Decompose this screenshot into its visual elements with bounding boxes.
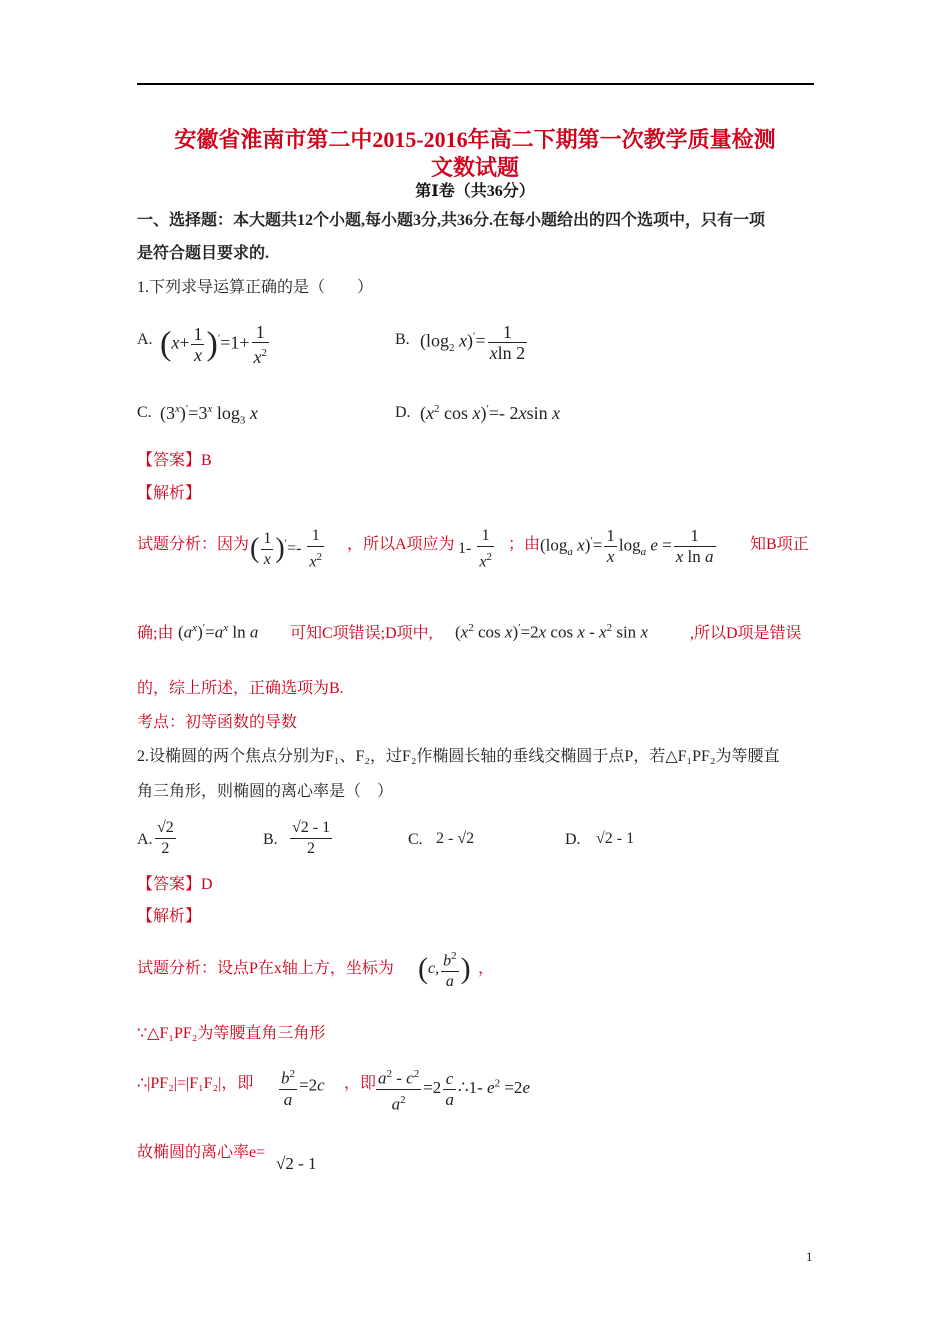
q1-analysis-formula-2: 1- $\frac{1}{x^2}$ [458, 527, 492, 571]
q1-analysis-text-1: 试题分析：因为 [137, 536, 250, 553]
q1-analysis-text-7: ,所以D项是错误 [690, 625, 802, 642]
q2-answer: 【答案】D [137, 876, 213, 893]
q1-analysis-formula-4: $(a^x)'=a^x$ ln a [178, 622, 259, 642]
q2-analysis-label: 【解析】 [137, 908, 202, 925]
header-rule [137, 83, 814, 85]
q1-analysis-text-4: 知B项正 [750, 536, 809, 553]
q2-analysis-text-3: ∴|PF₂|=|F₁F₂|，即 [137, 1075, 254, 1092]
q1-analysis-text-6: 可知C项错误;D项中, [290, 625, 433, 642]
q1-analysis-formula-3: ($\log_a$ x)′= $\frac{1}{x}$ $\log_a e$ = $\frac{1}{\text{x ln a}}$ [540, 526, 714, 566]
q2-analysis-text-5: 故椭圆的离心率e= [137, 1144, 266, 1161]
q1-analysis-conclusion: 的，综上所述，正确选项为B. [137, 680, 344, 697]
q1-option-d-formula: ($x^2$ cos x)′=- 2xsin x [420, 403, 561, 423]
q1-kaodian: 考点：初等函数的导数 [137, 714, 298, 731]
q2-analysis-formula-3: $\frac{a^2 - c^2}{a^2}$ =2 $\frac{c}{a}$ ∴1- $e^2 =2e$ [374, 1064, 530, 1114]
q2-option-a-formula: $\frac{√2}{2}$ [157, 819, 174, 857]
q2-analysis-text-2: ∵△F₁PF₂为等腰直角三角形 [137, 1025, 326, 1042]
q2-analysis-text-1-end: ， [478, 960, 495, 977]
q1-answer: 【答案】B [137, 452, 212, 469]
q2-analysis-formula-1: (c, $\frac{b^2}{a}$ ) [418, 946, 471, 992]
q2-analysis-formula-4: √2 - 1 [276, 1154, 317, 1173]
q2-analysis-text-1: 试题分析：设点P在x轴上方，坐标为 [137, 960, 394, 977]
q1-option-b-formula: ($\log_2$ x)′= $\frac{1}{xln 2}$ [420, 322, 526, 363]
q2-analysis-text-4: ，即 [344, 1075, 377, 1092]
volume-heading: 第Ⅰ卷（共36分） [415, 183, 535, 200]
q2-stem-line2: 角三角形，则椭圆的离心率是（ ） [137, 783, 394, 800]
q1-analysis-formula-5: ($x^2$ cos x)′=2x cos x - $x^2$ sin x [455, 622, 648, 642]
q2-option-a-label: A. [137, 831, 153, 848]
q1-option-c-formula: $(3^x)'=3^x$ $\log_3 x$ [160, 403, 258, 427]
page-title: 安徽省淮南市第二中2015-2016年高二下期第一次教学质量检测 [174, 127, 776, 152]
page-subtitle: 文数试题 [430, 155, 519, 180]
q1-analysis-formula-1: ( $\frac{1}{x}$ )′=- $\frac{1}{x^2}$ [250, 527, 323, 571]
q2-option-c-label: C. [408, 831, 423, 848]
q1-option-a-label: A. [137, 331, 153, 348]
q2-option-b-label: B. [263, 831, 278, 848]
section-instructions-line1: 一、选择题：本大题共12个小题,每小题3分,共36分.在每小题给出的四个选项中，只有一项 [137, 212, 766, 229]
page-number: 1 [806, 1249, 813, 1264]
q1-option-a-formula: (x+ $\frac{1}{x}$ )′=1+ $\frac{1}{x^2}$ [160, 322, 268, 367]
q2-option-d-label: D. [565, 831, 581, 848]
q1-option-d-label: D. [395, 404, 411, 421]
q1-analysis-label: 【解析】 [137, 485, 202, 502]
q1-option-b-label: B. [395, 331, 410, 348]
section-instructions-line2: 是符合题目要求的. [137, 245, 270, 262]
q1-analysis-text-2: ，所以A项应为 [347, 536, 455, 553]
q2-analysis-formula-2: $\frac{b^2}{a}$ =2c [277, 1064, 325, 1110]
q1-option-c-label: C. [137, 404, 152, 421]
q2-option-c-formula: 2 - √2 [436, 830, 475, 847]
q2-stem-line1: 2.设椭圆的两个焦点分别为F₁、F₂，过F₂作椭圆长轴的垂线交椭圆于点P，若△F₁PF₂为等腰直 [137, 748, 780, 765]
q1-analysis-text-5: 确;由 [137, 625, 174, 642]
q2-option-b-formula: $\frac{√2 - 1}{2}$ [292, 819, 331, 857]
q1-analysis-text-3: ；由 [508, 536, 541, 553]
q2-option-d-formula: √2 - 1 [596, 830, 635, 847]
q1-stem: 1.下列求导运算正确的是（ ） [137, 279, 374, 296]
